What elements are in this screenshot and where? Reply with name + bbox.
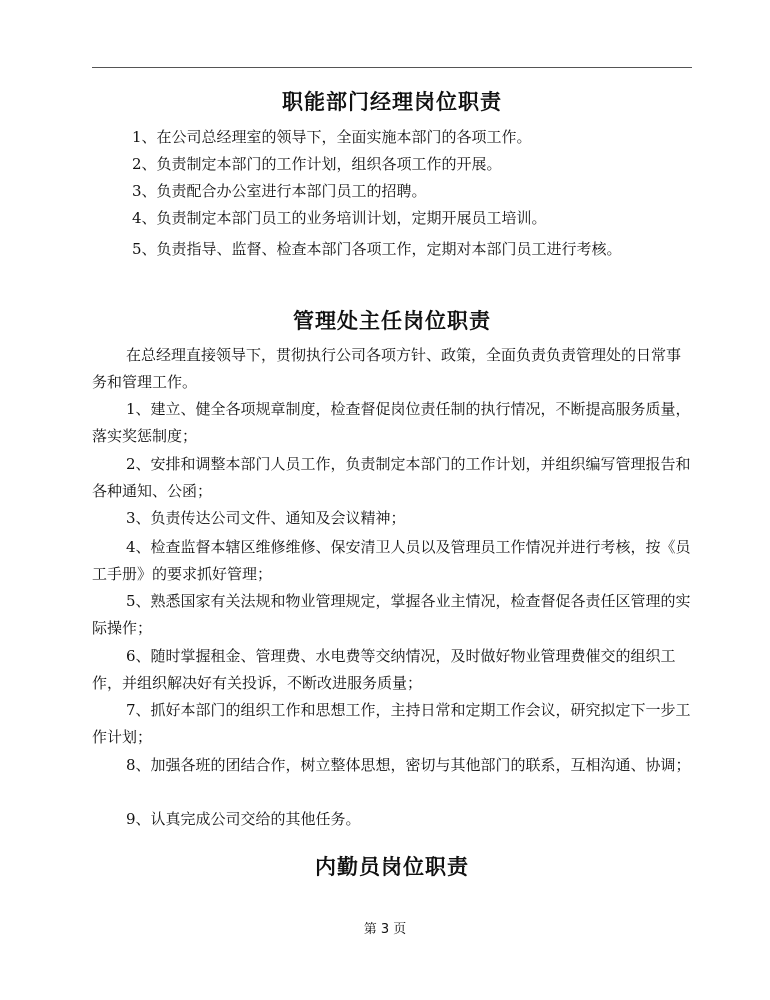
- list-item: 3、负责配合办公室进行本部门员工的招聘。: [132, 182, 427, 200]
- list-item: 5、负责指导、监督、检查本部门各项工作，定期对本部门员工进行考核。: [132, 240, 622, 258]
- list-item: 4、检查监督本辖区维修维修、保安清卫人员以及管理员工作情况并进行考核，按《员工手册》的要求抓好管理；: [92, 538, 691, 583]
- list-item: 2、负责制定本部门的工作计划，组织各项工作的开展。: [132, 155, 502, 173]
- list-item: 8、加强各班的团结合作，树立整体思想，密切与其他部门的联系，互相沟通、协调；: [126, 756, 691, 774]
- list-item: 3、负责传达公司文件、通知及会议精神；: [126, 509, 406, 527]
- list-item: 6、随时掌握租金、管理费、水电费等交纳情况，及时做好物业管理费催交的组织工作，并组织解决好有关投诉，不断改进服务质量；: [92, 647, 676, 692]
- list-item: 4、负责制定本部门员工的业务培训计划，定期开展员工培训。: [132, 209, 547, 227]
- section-title-director: 管理处主任岗位职责: [293, 309, 491, 333]
- list-item: 1、建立、健全各项规章制度，检查督促岗位责任制的执行情况，不断提高服务质量，落实奖惩制度；: [92, 400, 691, 445]
- header-rule: [92, 67, 692, 68]
- list-item: 1、在公司总经理室的领导下，全面实施本部门的各项工作。: [132, 128, 532, 146]
- list-item: 9、认真完成公司交给的其他任务。: [126, 810, 361, 828]
- director-intro: 在总经理直接领导下，贯彻执行公司各项方针、政策，全面负责负责管理处的日常事务和管理工作。: [92, 346, 682, 391]
- section-title-manager: 职能部门经理岗位职责: [282, 90, 502, 114]
- page-number: 第 3 页: [363, 922, 407, 937]
- section-title-clerk: 内勤员岗位职责: [315, 855, 469, 879]
- list-item: 2、安排和调整本部门人员工作，负责制定本部门的工作计划，并组织编写管理报告和各种通知、公函；: [92, 455, 691, 500]
- list-item: 7、抓好本部门的组织工作和思想工作，主持日常和定期工作会议，研究拟定下一步工作计划；: [92, 701, 691, 746]
- list-item: 5、熟悉国家有关法规和物业管理规定，掌握各业主情况，检查督促各责任区管理的实际操作；: [92, 592, 691, 637]
